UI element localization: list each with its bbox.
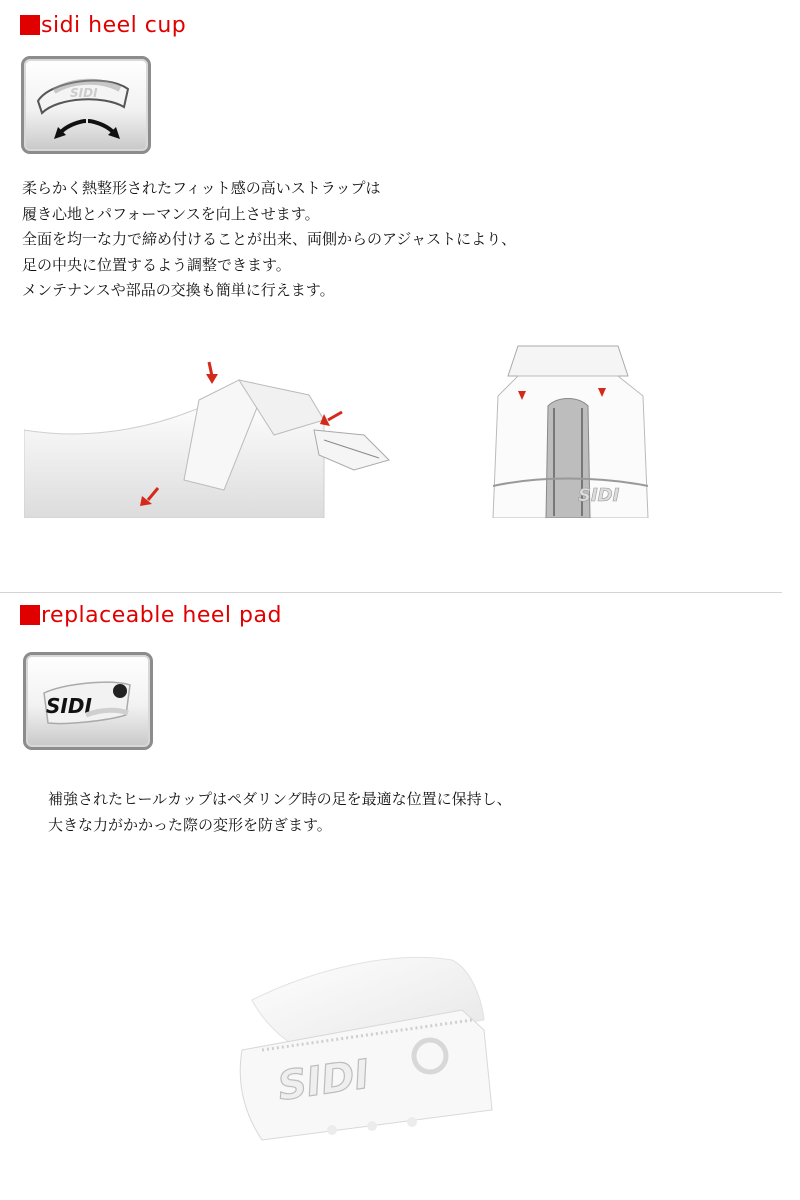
description-line: 柔らかく熱整形されたフィット感の高いストラップは bbox=[22, 179, 381, 197]
description-line: 履き心地とパフォーマンスを向上させます。 bbox=[22, 204, 320, 223]
description-line: 補強されたヒールカップはペダリング時の足を最適な位置に保持し、 bbox=[48, 790, 512, 808]
svg-text:SIDI: SIDI bbox=[578, 485, 620, 506]
section-heading-heel-cup bbox=[20, 11, 186, 39]
icon-lettering: SIDI bbox=[46, 694, 92, 718]
section-divider bbox=[0, 592, 782, 593]
description-line: 足の中央に位置するよう調整できます。 bbox=[22, 255, 291, 274]
heel-strap-rear-illustration bbox=[478, 336, 668, 518]
section-heading-heel-pad bbox=[20, 601, 282, 629]
svg-text:SIDI: SIDI bbox=[70, 86, 98, 100]
heel-strap-side-illustration bbox=[24, 340, 404, 518]
description-line: メンテナンスや部品の交換も簡単に行えます。 bbox=[22, 281, 335, 299]
description-line: 全面を均一な力で締め付けることが出来、両側からのアジャストにより、 bbox=[22, 230, 517, 248]
heel-pad-icon bbox=[23, 652, 153, 750]
section-heading-text: sidi heel cup bbox=[41, 12, 187, 38]
heel-pad-description bbox=[48, 787, 512, 838]
heel-cup-description bbox=[22, 176, 516, 304]
red-square-marker bbox=[20, 605, 40, 625]
section-heading-text: replaceable heel pad bbox=[41, 602, 282, 628]
red-square-marker bbox=[20, 15, 40, 35]
heel-pad-shoe-illustration bbox=[222, 940, 522, 1150]
description-line: 大きな力がかかった際の変形を防ぎます。 bbox=[48, 815, 332, 834]
svg-text:SIDI: SIDI bbox=[274, 1051, 373, 1110]
heel-cup-icon bbox=[21, 56, 151, 154]
